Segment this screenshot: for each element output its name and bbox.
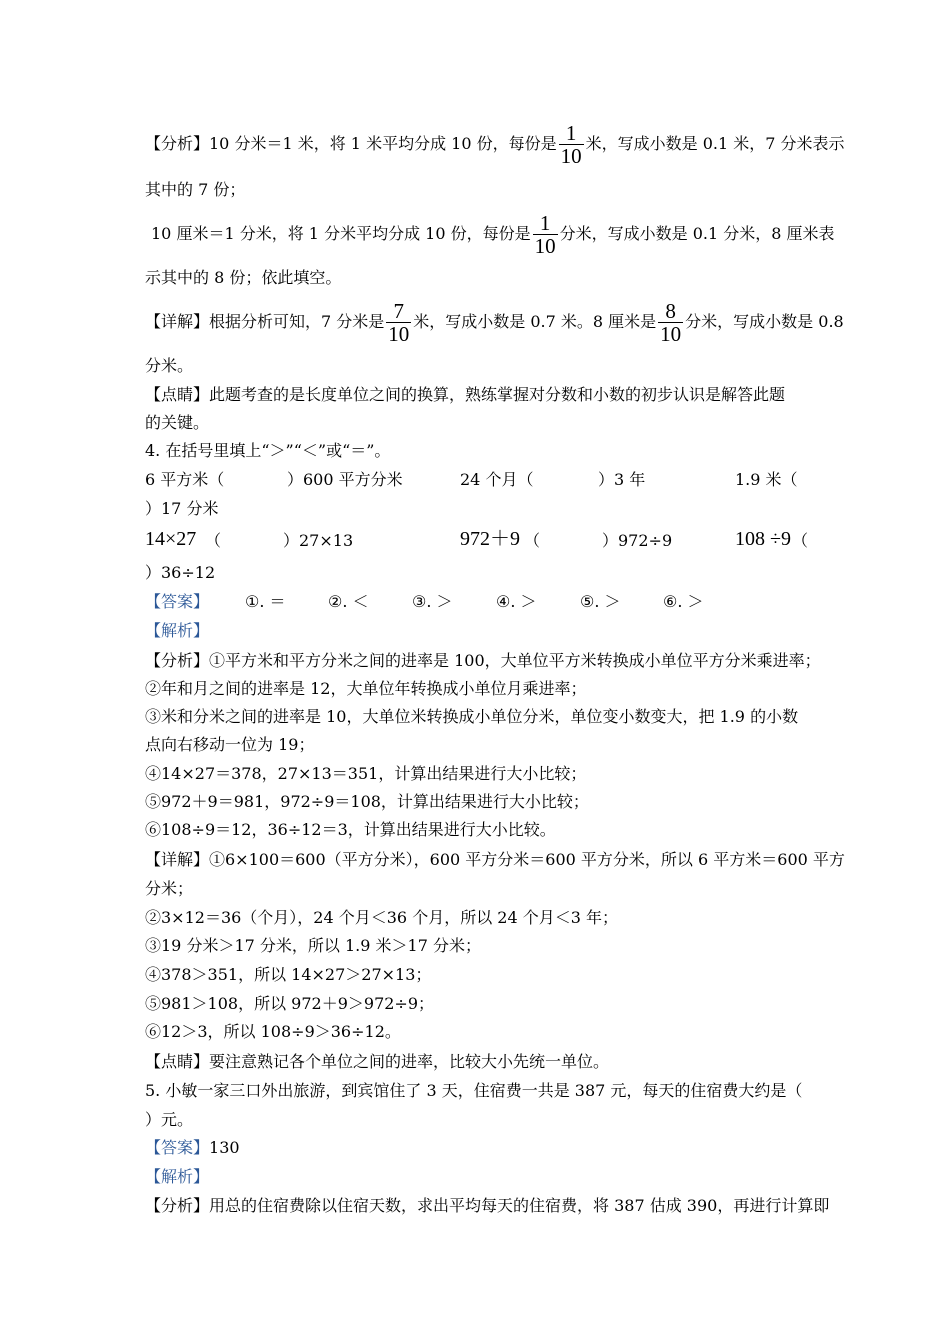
q4-r2c8: （: [792, 531, 809, 550]
q4-analysis-line: ⑤972＋9＝981，972÷9＝108，计算出结果进行大小比较；: [145, 792, 589, 811]
q4-answer-2: ②. ＜: [328, 592, 369, 611]
q5-analysis: 【分析】用总的住宿费除以住宿天数，求出平均每天的住宿费，将 387 估成 390，再进行计算即: [145, 1196, 830, 1215]
q4-r2c3: ）27×13: [283, 531, 354, 550]
fraction-one-tenth: [533, 212, 558, 257]
q4-answer-3: ③. ＞: [412, 592, 453, 611]
q4-detail-line: ④378＞351，所以 14×27＞27×13；: [145, 965, 432, 984]
q3-detail-text-b: 米，写成小数是 0.7 米。8 厘米是: [413, 312, 657, 331]
q4-answer-5: ⑤. ＞: [580, 592, 621, 611]
q3-tip-line1: 【点睛】此题考查的是长度单位之间的换算，熟练掌握对分数和小数的初步认识是解答此题: [145, 385, 786, 404]
fraction-eight-tenths: [658, 300, 683, 345]
q4-r1c1: 6 平方米（: [145, 470, 225, 489]
q4-r2c6: ）972÷9: [602, 531, 673, 550]
q3-analysis-line1: [145, 122, 845, 167]
q3-analysis-line4: 示其中的 8 份；依此填空。: [145, 268, 342, 287]
q4-detail-line: 分米；: [145, 879, 194, 898]
q4-detail-line: ③19 分米＞17 分米，所以 1.9 米＞17 分米；: [145, 936, 481, 955]
fraction-seven-tenths: [386, 300, 411, 345]
q3-detail-text-a: 【详解】根据分析可知，7 分米是: [145, 312, 385, 331]
q3-tip-line2: 的关键。: [145, 413, 210, 432]
fraction-denominator: 10: [560, 144, 582, 168]
q4-detail-line: 【详解】①6×100＝600（平方分米），600 平方分米＝600 平方分米，所以 6 平方米＝600 平方: [145, 850, 845, 869]
q5-jiexi-label: 【解析】: [145, 1167, 210, 1186]
q4-r2c2: （: [205, 531, 222, 550]
fraction-numerator: 1: [539, 211, 551, 235]
q4-answer-1: ①. ＝: [245, 592, 286, 611]
q4-detail-line: ⑥12＞3，所以 108÷9＞36÷12。: [145, 1022, 401, 1041]
q4-analysis-line: ⑥108÷9＝12，36÷12＝3，计算出结果进行大小比较。: [145, 820, 556, 839]
fraction-numerator: 7: [393, 299, 405, 323]
q3-analysis1-text-b: 米，写成小数是 0.1 米，7 分米表示: [585, 134, 845, 153]
q3-detail-text-c: 分米，写成小数是 0.8: [685, 312, 844, 331]
q5-answer: [145, 1138, 240, 1158]
q4-jiexi-label: 【解析】: [145, 621, 210, 640]
q3-detail-line1: [145, 300, 844, 345]
q5-title-line1: 5. 小敏一家三口外出旅游，到宾馆住了 3 天，住宿费一共是 387 元，每天的住宿费大约是（: [145, 1081, 803, 1100]
fraction-numerator: 8: [665, 299, 676, 323]
q4-r2c9: ）36÷12: [145, 563, 216, 582]
q4-analysis-line: 【分析】①平方米和平方分米之间的进率是 100，大单位平方米转换成小单位平方分米乘进率；: [145, 651, 821, 670]
q4-r1c3: 24 个月（: [460, 470, 534, 489]
fraction-denominator: 10: [660, 322, 682, 346]
q4-answer-label: 【答案】: [145, 592, 210, 611]
q4-answer-4: ④. ＞: [496, 592, 537, 611]
q4-answer-6: ⑥. ＞: [663, 592, 704, 611]
q4-r2c4: 972＋9: [460, 528, 520, 550]
q4-analysis-line: 点向右移动一位为 19；: [145, 735, 315, 754]
q5-title-line2: ）元。: [145, 1110, 194, 1129]
q3-analysis2-text-a: 10 厘米＝1 分米，将 1 分米平均分成 10 份，每份是: [151, 224, 531, 243]
q4-r2c1: 14×27: [145, 528, 197, 550]
q4-title: 4. 在括号里填上“＞”“＜”或“＝”。: [145, 441, 391, 460]
q4-tip: 【点睛】要注意熟记各个单位之间的进率，比较大小先统一单位。: [145, 1052, 610, 1071]
fraction-denominator: 10: [388, 322, 410, 346]
q4-r2c5: （: [524, 531, 541, 550]
q4-r1c5: 1.9 米（: [735, 470, 798, 489]
q4-detail-line: ②3×12＝36（个月），24 个月＜36 个月，所以 24 个月＜3 年；: [145, 908, 618, 927]
q4-r2c7: 108 ÷9: [735, 528, 791, 550]
fraction-numerator: 1: [565, 121, 577, 145]
q4-r1c2: ）600 平方分米: [287, 470, 403, 489]
fraction-one-tenth: [559, 122, 584, 167]
q3-analysis-line2: 其中的 7 份；: [145, 180, 246, 199]
q4-analysis-line: ④14×27＝378，27×13＝351，计算出结果进行大小比较；: [145, 764, 587, 783]
q4-r1c4: ）3 年: [598, 470, 646, 489]
q4-r1c6: ）17 分米: [145, 499, 219, 518]
q3-detail-line2: 分米。: [145, 356, 194, 375]
q4-detail-line: ⑤981＞108，所以 972＋9＞972÷9；: [145, 994, 435, 1013]
q5-answer-value: 130: [209, 1138, 240, 1157]
q5-answer-label: 【答案】: [145, 1138, 210, 1157]
q4-analysis-line: ②年和月之间的进率是 12，大单位年转换成小单位月乘进率；: [145, 679, 587, 698]
q3-analysis2-text-b: 分米，写成小数是 0.1 分米，8 厘米表: [559, 224, 835, 243]
fraction-denominator: 10: [534, 234, 556, 258]
q4-analysis-line: ③米和分米之间的进率是 10，大单位米转换成小单位分米，单位变小数变大，把 1.9 的小数: [145, 707, 799, 726]
q3-analysis1-text-a: 【分析】10 分米＝1 米，将 1 米平均分成 10 份，每份是: [145, 134, 557, 153]
q3-analysis-line3: [151, 212, 835, 257]
